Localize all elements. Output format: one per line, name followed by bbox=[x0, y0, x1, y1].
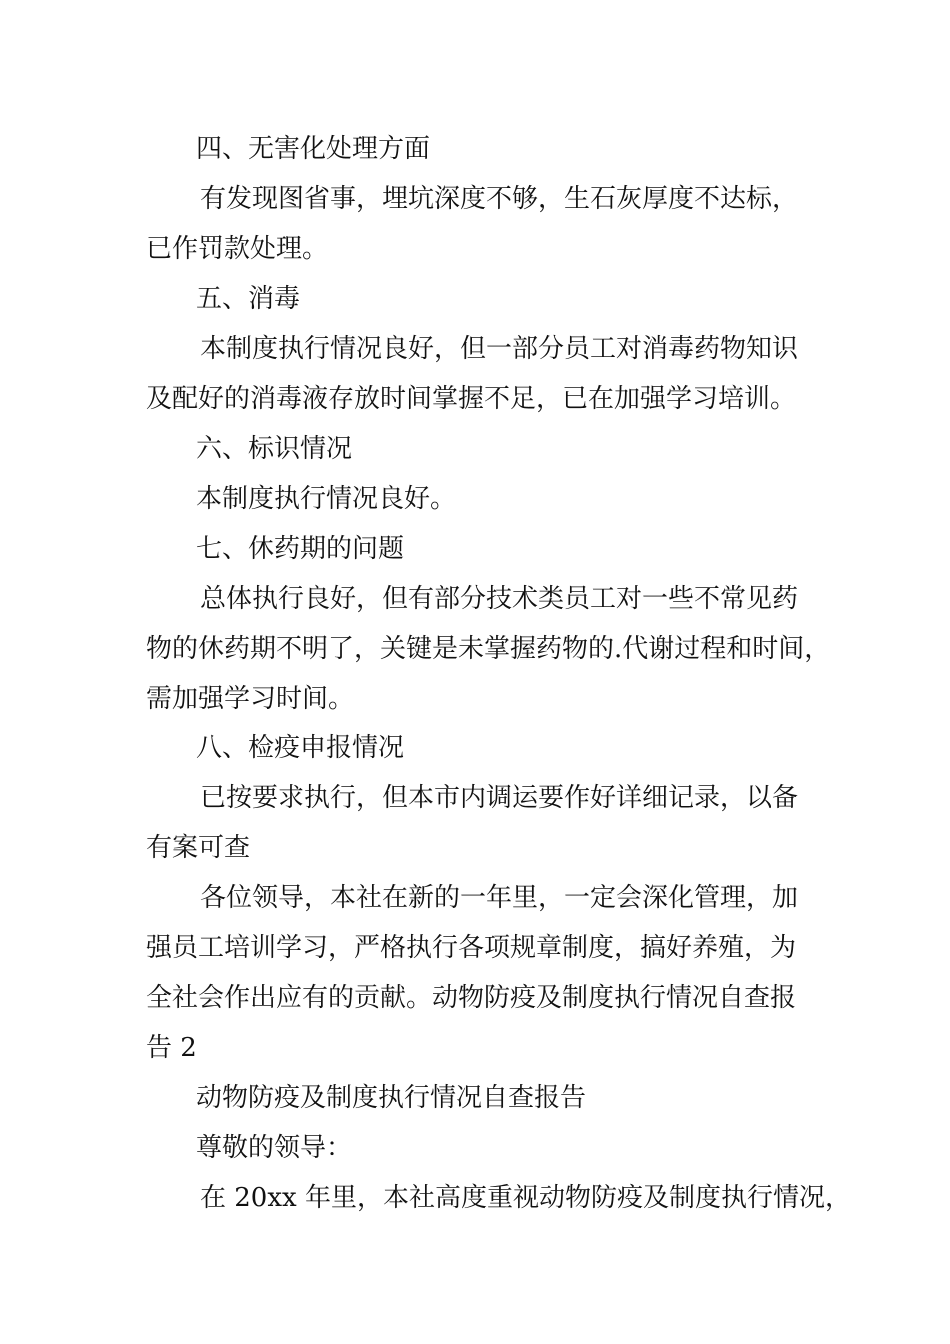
section-heading: 七、休药期的问题 bbox=[196, 534, 405, 564]
salutation: 尊敬的领导： bbox=[196, 1133, 353, 1163]
section-heading: 四、无害化处理方面 bbox=[196, 134, 431, 164]
paragraph-line: 本制度执行情况良好，但一部分员工对消毒药物知识 bbox=[200, 334, 799, 364]
paragraph-line: 全社会作出应有的贡献。动物防疫及制度执行情况自查报 bbox=[146, 983, 797, 1013]
paragraph-line: 强员工培训学习，严格执行各项规章制度，搞好养殖，为 bbox=[146, 933, 797, 963]
paragraph-line: 已按要求执行，但本市内调运要作好详细记录，以备 bbox=[200, 783, 799, 813]
section-heading: 八、检疫申报情况 bbox=[196, 733, 405, 763]
paragraph-line: 物的休药期不明了，关键是未掌握药物的.代谢过程和时间， bbox=[146, 634, 831, 664]
paragraph-line: 在 20xx 年里，本社高度重视动物防疫及制度执行情况， bbox=[200, 1183, 851, 1213]
report-title: 动物防疫及制度执行情况自查报告 bbox=[196, 1083, 587, 1113]
section-heading: 六、标识情况 bbox=[196, 434, 353, 464]
paragraph-line: 各位领导，本社在新的一年里，一定会深化管理，加 bbox=[200, 883, 799, 913]
paragraph-line: 有案可查 bbox=[146, 833, 251, 863]
paragraph-line: 本制度执行情况良好。 bbox=[196, 484, 457, 514]
paragraph-line: 有发现图省事，埋坑深度不够，生石灰厚度不达标， bbox=[200, 184, 799, 214]
paragraph-line: 总体执行良好，但有部分技术类员工对一些不常见药 bbox=[200, 584, 799, 614]
paragraph-line: 告 2 bbox=[146, 1033, 197, 1063]
section-heading: 五、消毒 bbox=[196, 284, 301, 314]
paragraph-line: 需加强学习时间。 bbox=[146, 684, 355, 714]
paragraph-line: 已作罚款处理。 bbox=[146, 234, 329, 264]
paragraph-line: 及配好的消毒液存放时间掌握不足，已在加强学习培训。 bbox=[146, 384, 797, 414]
